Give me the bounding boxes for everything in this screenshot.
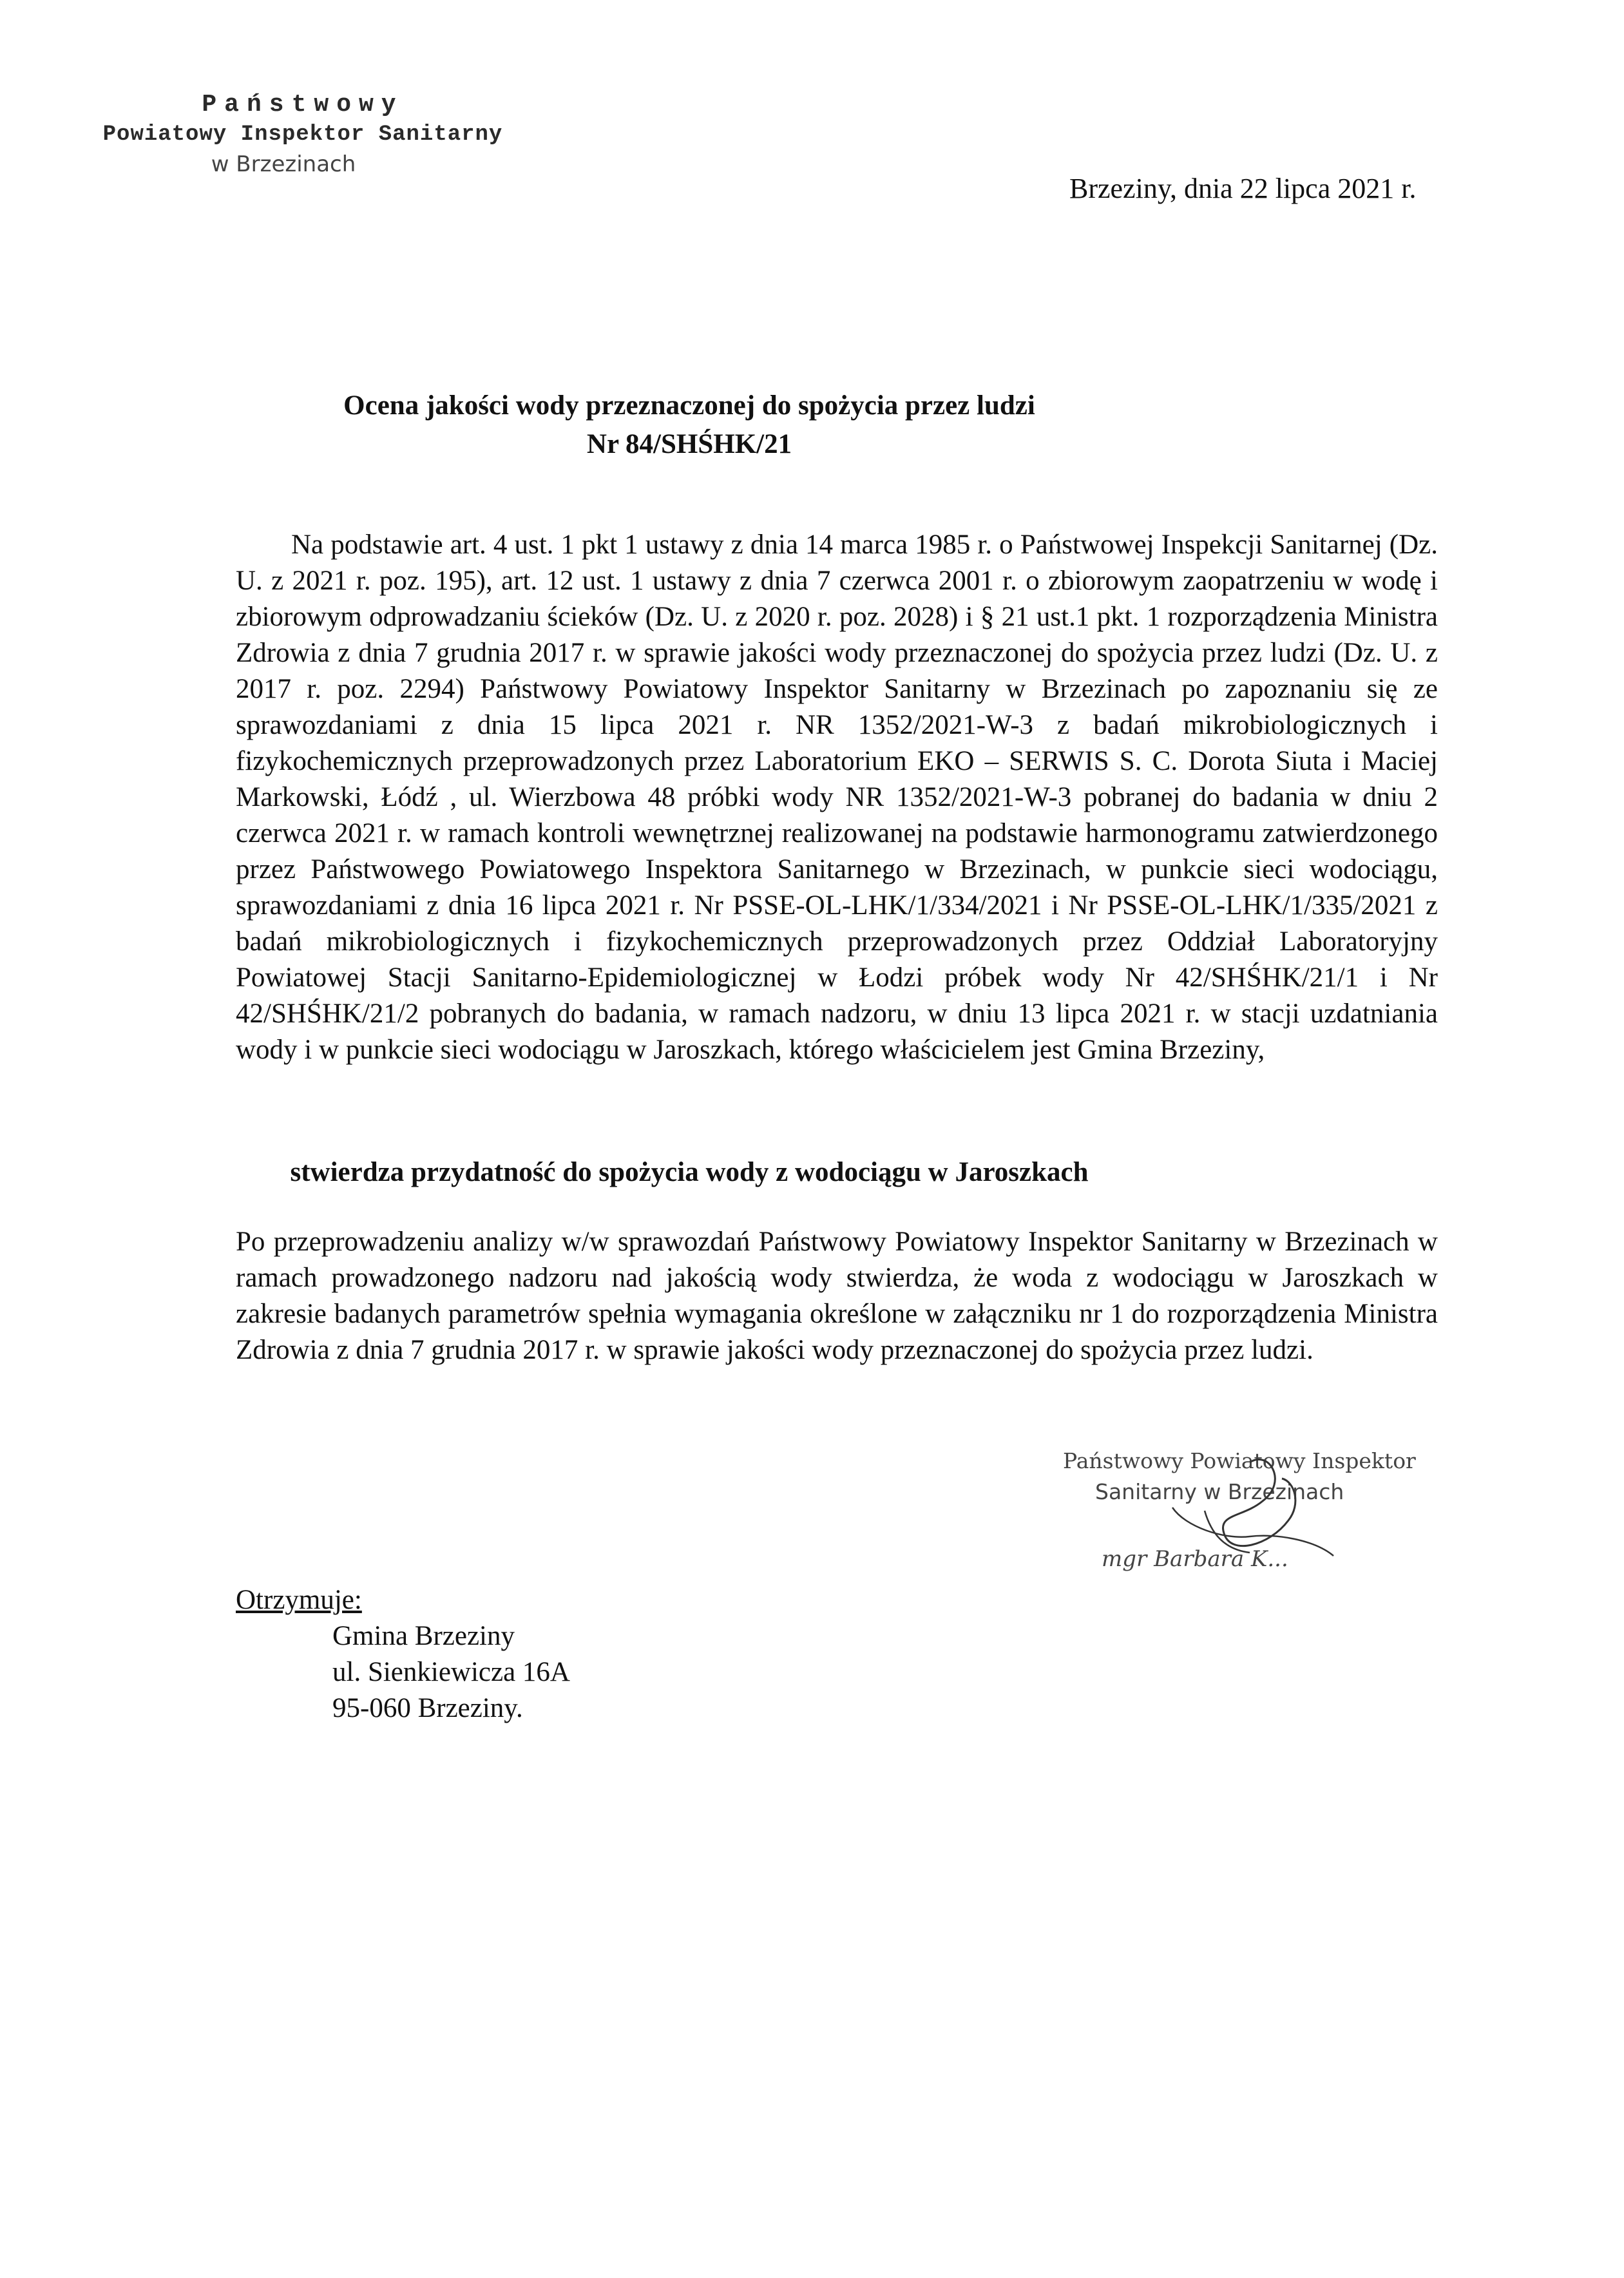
recipient-label: Otrzymuje: [236, 1585, 362, 1615]
signature-stamp [1056, 1443, 1417, 1591]
stamp-line-3: w Brzezinach [211, 151, 356, 177]
signature-stamp-line-3: mgr Barbara K... [1102, 1546, 1288, 1572]
signature-stamp-line-2: Sanitarny w Brzezinach [1095, 1479, 1344, 1504]
document-title [258, 387, 1121, 464]
header-stamp [97, 90, 509, 179]
recipient-line-2: ul. Sienkiewicza 16A [332, 1657, 570, 1687]
stamp-line-1: Państwowy [202, 91, 404, 119]
recipient-line-1: Gmina Brzeziny [332, 1621, 515, 1651]
paragraph-1: Na podstawie art. 4 ust. 1 pkt 1 ustawy z dnia 14 marca 1985 r. o Państwowej Inspekcji Sanitarnej (Dz. U. z 2021 r. poz. 195), art. 12 ust. 1 ustawy z dnia 7 czerwca 2001 r. o zbiorowym zaopatrzeniu w wodę i zbiorowym odprowadzaniu ścieków (Dz. U. z 2020 r. poz. 2028) i § 21 ust.1 pkt. 1 rozporządzenia Ministra Zdrowia z dnia 7 grudnia 2017 r. w sprawie jakości wody przeznaczonej do spożycia przez ludzi (Dz. U. z 2017 r. poz. 2294) Państwowy Powiatowy Inspektor Sanitarny w Brzezinach po zapoznaniu się ze sprawozdaniami z dnia 15 lipca 2021 r. NR 1352/2021-W-3 z badań mikrobiologicznych i fizykochemicznych przeprowadzonych przez Laboratorium EKO – SERWIS S. C. Dorota Siuta i Maciej Markowski, Łódź , ul. Wierzbowa 48 próbki wody NR 1352/2021-W-3 pobranej do badania w dniu 2 czerwca 2021 r. w ramach kontroli wewnętrznej realizowanej na podstawie harmonogramu zatwierdzonego przez Państwowego Powiatowego Inspektora Sanitarnego w Brzezinach, w punkcie sieci wodociągu, sprawozdaniami z dnia 16 lipca 2021 r. Nr PSSE-OL-LHK/1/334/2021 i Nr PSSE-OL-LHK/1/335/2021 z badań mikrobiologicznych i fizykochemicznych przeprowadzonych przez Oddział Laboratoryjny Powiatowej Stacji Sanitarno-Epidemiologicznej w Łodzi próbek wody Nr 42/SHŚHK/21/1 i Nr 42/SHŚHK/21/2 pobranych do badania, w ramach nadzoru, w dniu 13 lipca 2021 r. w stacji uzdatniania wody i w punkcie sieci wodociągu w Jaroszkach, którego właścicielem jest Gmina Brzeziny, [236, 530, 1438, 1065]
stamp-line-2: Powiatowy Inspektor Sanitarny [102, 122, 503, 147]
paragraph-2: Po przeprowadzeniu analizy w/w sprawozdań Państwowy Powiatowy Inspektor Sanitarny w Brzezinach w ramach prowadzonego nadzoru nad jakością wody stwierdza, że woda z wodociągu w Jaroszkach w zakresie badanych parametrów spełnia wymagania określone w załączniku nr 1 do rozporządzenia Ministra Zdrowia z dnia 7 grudnia 2017 r. w sprawie jakości wody przeznaczonej do spożycia przez ludzi. [236, 1227, 1438, 1365]
recipient-line-3: 95-060 Brzeziny. [332, 1693, 523, 1723]
signature-stamp-line-1: Państwowy Powiatowy Inspektor [1063, 1448, 1416, 1473]
conclusion-heading: stwierdza przydatność do spożycia wody z wodociągu w Jaroszkach [290, 1157, 1089, 1187]
title-line-2: Nr 84/SHŚHK/21 [586, 429, 792, 459]
handwritten-signature-icon [1056, 1443, 1417, 1591]
recipient-block [236, 1582, 570, 1727]
document-date: Brzeziny, dnia 22 lipca 2021 r. [1069, 173, 1417, 204]
title-line-1: Ocena jakości wody przeznaczonej do spożycia przez ludzi [343, 390, 1035, 421]
recipient-address [236, 1618, 570, 1727]
